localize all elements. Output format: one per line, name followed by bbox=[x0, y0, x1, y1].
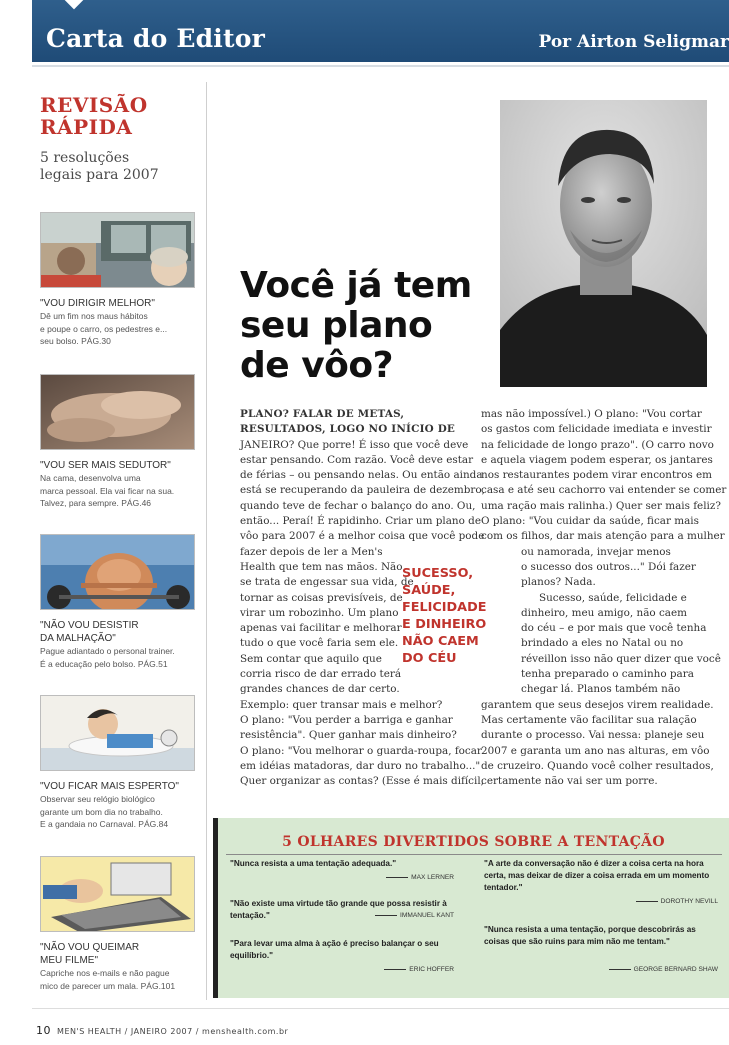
text-line: de cruzeiro. Quando você colher resultados, bbox=[481, 759, 714, 772]
text-line: Dê um fim nos maus hábitos bbox=[40, 311, 148, 321]
quote-text: "Nunca resista a uma tentação adequada." bbox=[230, 859, 397, 868]
byline: Por Airton Seligmar bbox=[538, 32, 729, 52]
text-line: dinheiro, meu amigo, não caem bbox=[521, 606, 688, 619]
driving-photo bbox=[40, 212, 195, 288]
text-line: do céu – e por mais que você tenha bbox=[521, 622, 707, 635]
text-line: Observar seu relógio biológico bbox=[40, 794, 155, 804]
quote-author: GEORGE BERNARD SHAW bbox=[484, 966, 718, 973]
page-footer bbox=[36, 1024, 288, 1037]
footer-folio: MEN'S HEALTH / JANEIRO 2007 / menshealth.com.br bbox=[57, 1027, 289, 1036]
text-line: DO CÉU bbox=[402, 651, 457, 666]
text-line: quando teve de fechar o balanço do ano. Ou, bbox=[240, 499, 476, 512]
quotes-box-title: 5 OLHARES DIVERTIDOS SOBRE A TENTAÇÃO bbox=[282, 834, 665, 850]
section-header bbox=[32, 0, 729, 62]
sleeping-illustration bbox=[40, 695, 195, 771]
text-line: vôo para 2007 é a melhor coisa que você pode bbox=[240, 530, 485, 543]
text-line: ou namorada, invejar menos bbox=[521, 545, 671, 558]
text-line: Exemplo: quer transar mais e melhor? bbox=[240, 698, 443, 711]
sidebar-sub-line2: legais para 2007 bbox=[40, 167, 159, 183]
text-line: chegar lá. Planos também não bbox=[521, 683, 681, 696]
sidebar-item-text bbox=[40, 793, 198, 831]
article-headline bbox=[240, 266, 490, 386]
sidebar-subheading bbox=[40, 150, 159, 184]
text-line: Sem contar que aquilo que bbox=[240, 652, 382, 665]
quote-author: ERIC HOFFER bbox=[230, 966, 454, 973]
sidebar-quick-review bbox=[32, 82, 207, 1000]
text-line: PLANO? FALAR DE METAS, bbox=[240, 408, 405, 420]
header-divider bbox=[32, 65, 729, 67]
text-line: tenha preparado o caminho para bbox=[521, 668, 694, 681]
section-title: Carta do Editor bbox=[46, 24, 266, 53]
sidebar-sub-line1: 5 resoluções bbox=[40, 150, 130, 166]
seduction-photo bbox=[40, 374, 195, 450]
quote-text: "Nunca resista a uma tentação, porque descobrirás as coisas que são ruins para mim não me tentam." bbox=[484, 925, 696, 946]
text-line: garante um bom dia no trabalho. bbox=[40, 806, 163, 817]
headline-line: Você já tem bbox=[240, 265, 472, 306]
sidebar-item-email bbox=[40, 856, 198, 992]
sidebar-item-text bbox=[40, 645, 198, 670]
footer-divider bbox=[32, 1008, 729, 1009]
sidebar-item-title bbox=[40, 941, 198, 967]
text-line: Pague adiantado o personal trainer. bbox=[40, 646, 175, 656]
quote-author: DOROTHY NEVILL bbox=[484, 898, 718, 905]
text-line: garantem que seus desejos virem realidade. bbox=[481, 698, 714, 711]
text-line: grandes chances de dar certo. bbox=[240, 683, 400, 696]
text-line: tornar as coisas previsíveis, de bbox=[240, 591, 403, 604]
quotes-box bbox=[218, 818, 729, 998]
sidebar-item-smarter bbox=[40, 695, 198, 831]
sidebar-item-title: "VOU SER MAIS SEDUTOR" bbox=[40, 460, 171, 471]
text-line: Health que tem nas mãos. Não bbox=[240, 560, 403, 573]
text-line: de férias – ou pensando nelas. Ou então ainda bbox=[240, 469, 483, 482]
sidebar-item-workout bbox=[40, 534, 198, 670]
text-line: se trata de engessar sua vida, de bbox=[240, 576, 414, 589]
text-line: seu bolso. PÁG.30 bbox=[40, 336, 111, 346]
text-line: resistência". Quer ganhar mais dinheiro? bbox=[240, 729, 457, 742]
quote-text: "A arte da conversação não é dizer a coisa certa na hora certa, mas deixar de dizer a coisa errada em um momento tentador." bbox=[484, 859, 710, 892]
sidebar-heading bbox=[40, 94, 148, 138]
text-line: tudo o que você faria sem ele. bbox=[240, 637, 399, 650]
article-column-2 bbox=[481, 407, 727, 789]
text-line: corria risco de dar errado terá bbox=[240, 668, 402, 681]
text-line: O plano: "Vou melhorar o guarda-roupa, focar bbox=[240, 744, 482, 757]
text-line: FELICIDADE bbox=[402, 600, 487, 615]
text-line: planos? Nada. bbox=[521, 576, 596, 589]
text-line: na felicidade de longo prazo". (O carro novo bbox=[481, 438, 714, 451]
text-line: mico de parecer um mala. PÁG.101 bbox=[40, 980, 176, 991]
text-line: durante o processo. Vai nessa: planeje seu bbox=[481, 729, 705, 742]
text-line: RESULTADOS, LOGO NO INÍCIO DE bbox=[240, 423, 456, 436]
text-line: os gastos com felicidade imediata e investir bbox=[481, 423, 712, 436]
text-line: SUCESSO, bbox=[402, 566, 474, 581]
title-line: DA MALHAÇÃO" bbox=[40, 633, 116, 644]
text-line: É a educação pelo bolso. PÁG.51 bbox=[40, 658, 168, 669]
text-line: Quer organizar as contas? (Esse é mais difícil, bbox=[240, 775, 484, 788]
text-line: estar pensando. Com razão. Você deve estar bbox=[240, 453, 474, 466]
sidebar-item-text bbox=[40, 310, 198, 348]
workout-photo bbox=[40, 534, 195, 610]
headline-line: de vôo? bbox=[240, 345, 394, 386]
sidebar-heading-line2: RÁPIDA bbox=[40, 115, 133, 139]
text-line: mas não impossível.) O plano: "Vou cortar bbox=[481, 408, 702, 420]
quote-text: "Para levar uma alma à ação é preciso balançar o seu equilíbrio." bbox=[230, 939, 439, 960]
text-line: 2007 e garanta um ano nas alturas, em vôo bbox=[481, 744, 710, 757]
headline-line: seu plano bbox=[240, 305, 433, 346]
header-diamond-mark bbox=[63, 0, 86, 9]
quote-author: IMMANUEL KANT bbox=[230, 912, 454, 919]
keyboard-illustration bbox=[40, 856, 195, 932]
text-line: nos restaurantes podem virar encontros em bbox=[481, 469, 713, 482]
text-line: réveillon isso não quer dizer que você bbox=[521, 652, 721, 665]
sidebar-item-text bbox=[40, 472, 198, 510]
editor-portrait-photo bbox=[500, 100, 707, 387]
text-line: com os filhos, dar mais atenção para a mulher bbox=[481, 530, 725, 543]
title-line: MEU FILME" bbox=[40, 955, 98, 966]
text-line: JANEIRO? Que porre! É isso que você deve bbox=[240, 438, 469, 451]
text-line: brindado a eles no Natal ou no bbox=[521, 637, 684, 650]
quotes-box-divider bbox=[226, 854, 722, 855]
text-line: Talvez, para sempre. PÁG.46 bbox=[40, 498, 152, 508]
page-number: 10 bbox=[36, 1024, 51, 1037]
text-line: E a gandaia no Carnaval. PÁG.84 bbox=[40, 819, 169, 829]
text-line: O plano: "Vou perder a barriga e ganhar bbox=[240, 713, 453, 726]
sidebar-item-text bbox=[40, 967, 198, 992]
text-line: Mas certamente vão facilitar sua ralação bbox=[481, 713, 697, 726]
quote-author: MAX LERNER bbox=[230, 874, 454, 881]
text-line: o sucesso dos outros..." Dói fazer bbox=[521, 560, 696, 573]
title-line: "NÃO VOU QUEIMAR bbox=[40, 942, 140, 953]
quote-text: "Não existe uma virtude tão grande que possa resistir à tentação." bbox=[230, 899, 447, 920]
text-line: Capriche nos e-mails e não pague bbox=[40, 968, 170, 978]
text-line: Na cama, desenvolva uma bbox=[40, 473, 141, 483]
text-line: Sucesso, saúde, felicidade e bbox=[539, 591, 687, 604]
sidebar-item-title: "VOU DIRIGIR MELHOR" bbox=[40, 298, 155, 309]
sidebar-item-title bbox=[40, 619, 198, 645]
text-line: uma ração mais ralinha.) Quer ser mais feliz? bbox=[481, 499, 721, 512]
sidebar-item-seductive bbox=[40, 374, 198, 510]
text-line: está se recuperando da pauleira de dezembro, bbox=[240, 484, 485, 497]
sidebar-heading-line1: REVISÃO bbox=[40, 93, 148, 117]
text-line: virar um robozinho. Um plano bbox=[240, 606, 399, 619]
text-line: O plano: "Vou cuidar da saúde, ficar mais bbox=[481, 515, 699, 528]
text-line: em idéias matadoras, dar duro no trabalho..." bbox=[240, 759, 481, 772]
text-line: e poupe o carro, os pedestres e... bbox=[40, 323, 168, 334]
text-line: fazer depois de ler a Men's bbox=[240, 545, 383, 558]
text-line: então... Peraí! É rapidinho. Criar um plano de bbox=[240, 515, 481, 528]
text-line: NÃO CAEM bbox=[402, 634, 479, 649]
text-line: marca pessoal. Ela vai ficar na sua. bbox=[40, 485, 175, 496]
text-line: e aquela viagem podem esperar, os jantares bbox=[481, 453, 713, 466]
sidebar-item-driving bbox=[40, 212, 198, 348]
text-line: SAÚDE, bbox=[402, 583, 456, 598]
sidebar-item-title: "VOU FICAR MAIS ESPERTO" bbox=[40, 781, 179, 792]
text-line: E DINHEIRO bbox=[402, 617, 487, 632]
title-line: "NÃO VOU DESISTIR bbox=[40, 620, 139, 631]
text-line: casa e até seu cachorro vai entender se comer bbox=[481, 484, 727, 497]
text-line: apenas vai facilitar e melhorar bbox=[240, 622, 402, 635]
text-line: certamente não vai ser um porre. bbox=[481, 775, 658, 788]
